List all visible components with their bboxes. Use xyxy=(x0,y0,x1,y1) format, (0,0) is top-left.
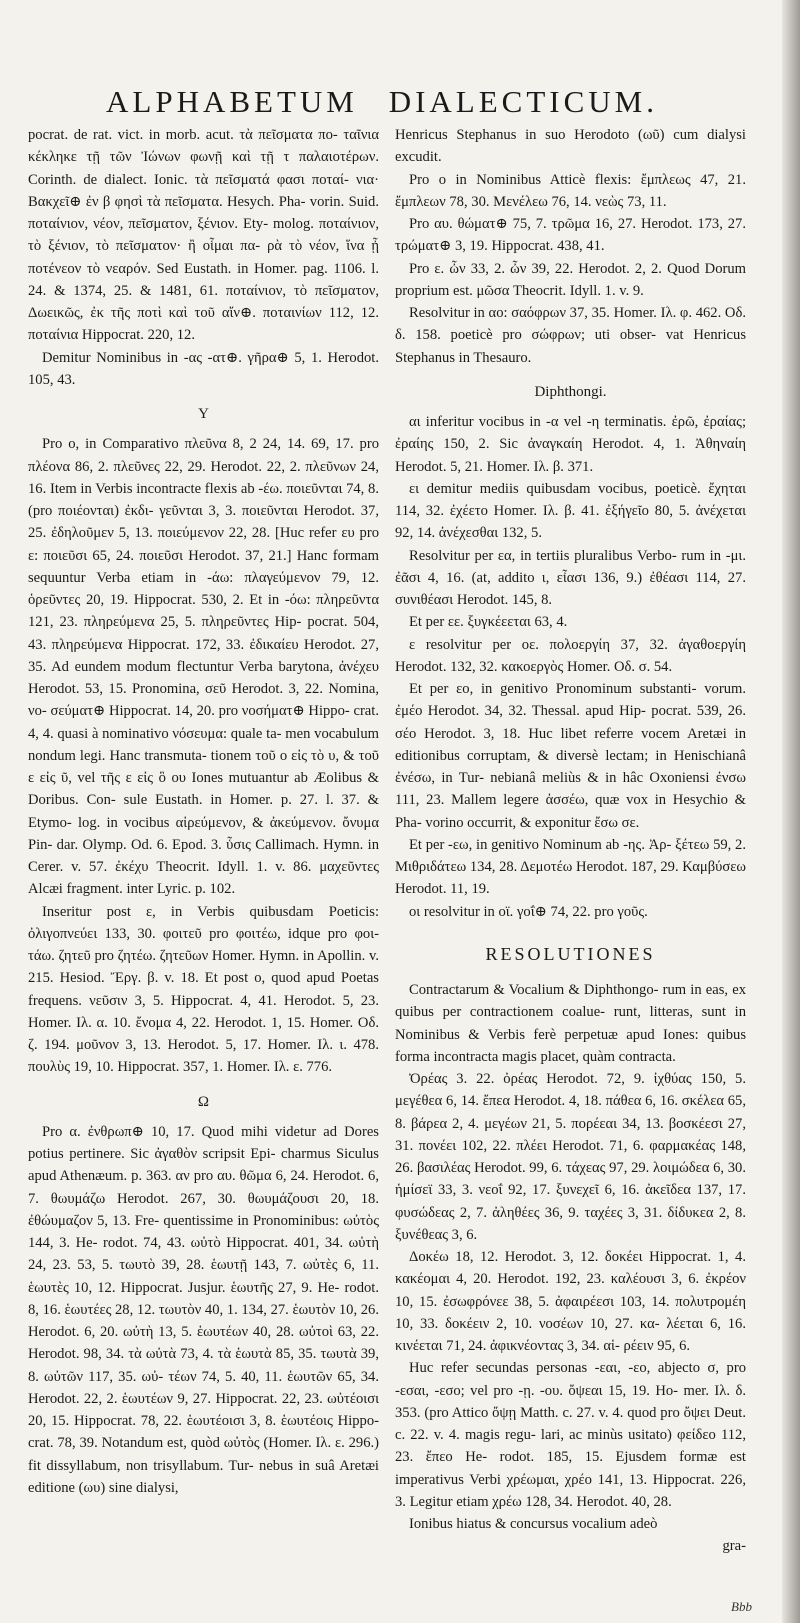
paragraph: Ὀρέας 3. 22. ὀρέας Herodot. 72, 9. ἰχθύας 150, 5. μεγέθεα 6, 14. ἔπεα Herodot. 4, 18. πάθεα 6, 16. σκέλεα 65, 8. βάρεα 2, 4. μεγέων 21, 5. πορέεαι 34, 13. βοσκέεσι 27, 31. πονέει 102, 22. πλέει Herodot. 71, 6. φαρμακέας 148, 26. βασιλέας Herodot. 99, 6. τάχεας 97, 29. λοιμώδεα 6, 30. ἡμίσεϊ 33, 3. νεοΐ 92, 17. ξυνεχεῖ 6, 16. ἀκεῖδεα 137, 17. φυσώδεας 2, 7. ἀληθέες 36, 9. ταχέες 3, 31. δίδυκεα 2, 8. ξυνέθεας 3, 6. xyxy=(395,1071,746,1243)
paragraph: pocrat. de rat. vict. in morb. acut. τὰ πεῖσματα πο- ταῖνια κέκληκε τῇ τῶν Ἰώνων φωνῇ καὶ τῇ τ παλαιοτέρων. Corinth. de dialect. Ionic. τὰ πεῖσματά φασι ποταί- νια· Βακχεῖ⊕ ἐν β φησὶ τὰ πεῖσματα. Hesych. Pha- vorin. Suid. ποταίνιον, νέον, πεῖσματον, ξένιον. Ety- molog. ποταίνιον, τὸ ξένιον, τὸ πεῖσματον· ἢ οἷμαι πα- ρὰ τὸ νέον, ἵνα ᾖ ποτένεον τὸ νεαρόν. Sed Eustath. in Homer. pag. 1106. l. 24. & 1374, 25. & 1481, 61. ποταίνιον, τὸ πεῖσματον, Δωεικῶς, ἐκ τῆς ποτὶ καὶ τοῦ αἴν⊕. ποταινίων 112, 12. ποταίνια Hippocrat. 220, 12. xyxy=(28,127,379,344)
paragraph: Pro ο, in Comparativo πλεῦνα 8, 2 24, 14. 69, 17. pro πλέονα 86, 2. πλεῦνες 22, 29. Herodot. 22, 2. πλεῦνων 24, 16. Item in Verbis incontracte flexis ab -έω. ποιεῦνται 74, 8. (pro ποιέονται) ἐκδι- γεῦνται 3, 3. ποιεῦνται Herodot. 37, 25. ἐδηλοῦμεν 5, 13. ποιεύμενον 22, 28. [Huc refer ευ pro ε: ποιεῦσι 65, 24. ποιεῦσι Herodot. 37, 21.] Hanc formam sequuntur Verba etiam in -άω: πλαγεύμενον 79, 12. ὁρεῦντες 20, 19. Hippocrat. 530, 2. Et in -όω: πληρεῦντα 121, 23. πληρεύμενα 25, 5. πληρεῦντες Hip- pocrat. 504, 43. πληρεύμενα Hippocrat. 172, 33. ἐδικαίευ Herodot. 27, 35. Ad eundem modum flectuntur Verba barytona, ἀνέχευ Herodot. 53, 15. Pronomina, σεῦ Herodot. 3, 22. Nomina, νο- σεύματ⊕ Hippocrat. 14, 20. pro νοσήματ⊕ Hippo- crat. 4, 4. quasi à nominativo νόσευμα: quale ta- men vocabulum nondum legi. Hanc transmuta- tionem τοῦ ο εἰς τὸ υ, & τοῦ ε εἰς ῦ, vel τῆς ε εἰς ὃ ου Iones mutuantur ab Æolibus & Doribus. Con- sule Eustath. in Homer. p. 27. l. 37. & Etymo- log. in vocibus αἰρεύμενον, & ἀκεύμενον. ὄνυμα Pin- dar. Olymp. Od. 6. Epod. 3. ὗσις Callimach. Hymn. in Cerer. v. 57. ἐκέχυ Theocrit. Idyll. 1. v. 86. μαχεῦντες Alcæi fragment. inter Lyric. p. 102. xyxy=(28,436,379,898)
running-header xyxy=(30,82,760,122)
paragraph: Et per εο, in genitivo Pronominum substanti- vorum. ἐμέο Herodot. 34, 32. Thessal. apud Hip- pocrat. 539, 26. σέο Herodot. 3, 18. Huc libet referre vocem Aretæi in editionibus corruptam, & diversè lectam; in Henischianâ ἐνέσω, in Tur- nebianâ meliùs & in hâc Oxoniensi ἐνσω 111, 23. Mallem legere ἀσσέω, quæ vox in Hesychio & Pha- vorino occurrit, & exponitur ἔσω σε. xyxy=(395,681,746,831)
section-heading: Ω xyxy=(197,1093,210,1110)
paragraph: Pro ε. ὦν 33, 2. ὦν 39, 22. Herodot. 2, 2. Quod Dorum proprium est. μῶσα Theocrit. Idyll. 1. v. 9. xyxy=(395,260,746,299)
paragraph: οι resolvitur in οϊ. γοΐ⊕ 74, 22. pro γοῦς. xyxy=(409,903,648,920)
section-heading: RESOLUTIONES xyxy=(485,943,656,964)
two-column-text xyxy=(28,124,760,1558)
section-heading: Υ xyxy=(198,406,209,422)
header-right-word: DIALECTICUM. xyxy=(388,84,658,119)
paragraph: ει demitur mediis quibusdam vocibus, poeticè. ἔχηται 114, 32. ἐχέετο Homer. Ιλ. β. 41. ἐξήγεῖο 80, 5. ἀνέχεται 92, 14. ἀνέχεσθαι 132, 5. xyxy=(395,480,746,542)
paragraph: Huc refer secundas personas -εαι, -εο, abjecto σ, pro -εσαι, -εσο; vel pro -ῃ. -ου. ὄψεαι 15, 19. Ho- mer. Ιλ. δ. 353. (pro Attico ὄψῃ Matth. c. 27. v. 4. quod pro ὄψει Deut. c. 22. v. 4. magis regu- lari, ac minùs usitato) φείδεο 112, 23. ἔπεο He- rodot. 185, 15. Ejusdem formæ est imperativus Verbi χρέωμαι, χρέο 141, 13. Hippocrat. 226, 3. Legitur etiam χρέω 128, 34. Herodot. 40, 28. xyxy=(395,1360,746,1510)
paragraph: Pro α. ἐνθρωπ⊕ 10, 17. Quod mihi videtur ad Dores potius pertinere. Sic ἀγαθὸν scripsit Epi- charmus Siculus apud Athenæum. p. 363. αν pro αυ. θῶμα 6, 24. Herodot. 6, 7. θωυμάζω Herodot. 267, 30. θωυμάζουσι 20, 18. ἐθώυμαζον 5, 13. Fre- quentissime in Pronominibus: ωὐτὸς 144, 3. He- rodot. 74, 43. ωὐτὸ Hippocrat. 401, 34. ωὐτὴ 24, 23. 53, 5. τωυτὸ 39, 28. ἑωυτῇ 143, 7. ωὐτὲς 6, 11. ἑωυτὲς 10, 12. Hippocrat. Jusjur. ἑωυτῆς 27, 9. He- rodot. 8, 16. ἑωυτέες 28, 12. τωυτὸν 40, 1. 134, 27. ἑωυτὸν 10, 26. Herodot. 6, 20. ωὐτὴ 13, 5. ἑωυτέων 40, 28. ωὐτοὶ 63, 22. Herodot. 98, 34. τὰ ωὐτὰ 73, 4. τὰ ἑωυτὰ 85, 35. τωυτὰ 39, 8. ωὐτῶν 117, 35. ωὐ- τέων 74, 5. 40, 11. ἑωυτῶν 65, 34. Herodot. 22, 2. ἑωυτέων 9, 27. Hippocrat. 22, 23. ωὐτέοισι 20, 15. Hippocrat. 78, 22. ἑωυτέοισι 3, 8. ἑωυτέοις Hippo- crat. 78, 39. Notandum est, quòd ωὐτὸς (Homer. Ιλ. ε. 296.) fit dissyllabum, non trisyllabum. Tur- nebus in suâ Aretæi editione (ωυ) sine dialysi, xyxy=(28,1123,379,1496)
page-gutter-shadow xyxy=(782,0,800,1623)
paragraph: Resolvitur in αο: σαόφρων 37, 35. Homer. Ιλ. φ. 462. Οδ. δ. 158. poeticè pro σώφρων; uti obser- vat Henricus Stephanus in Thesauro. xyxy=(395,305,746,366)
paragraph: Inseritur post ε, in Verbis quibusdam Poeticis: ὀλιγοπνεύει 133, 30. φοιτεῦ pro φοιτέω, idque pro φοι- τάω. ζητεῦ pro ζητέω. ζητεῦων Homer. Hymn. in Apollin. v. 215. Hesiod. Ἔργ. β. v. 18. Et post ο, quod apud Poetas frequens. νεῦσιν 3, 5. Hippocrat. 4, 41. Herodot. 5, 23. Homer. Ιλ. α. 10. ἔνομα 4, 22. Herodot. 1, 15. Homer. Οδ. ζ. 194. μοῦνον 3, 13. Herodot. 5, 17. Homer. Ιλ. ι. 478. πουλὺς 19, 10. Hippocrat. 357, 1. Homer. Ιλ. ε. 776. xyxy=(28,903,379,1076)
paragraph: Pro αυ. θώματ⊕ 75, 7. τρῶμα 16, 27. Herodot. 173, 27. τρώματ⊕ 3, 19. Hippocrat. 438, 41. xyxy=(395,216,746,255)
paragraph: Et per εε. ξυγκέεεται 63, 4. xyxy=(409,614,568,631)
left-column xyxy=(28,124,379,1558)
section-heading: Diphthongi. xyxy=(534,383,607,400)
paragraph: Δοκέω 18, 12. Herodot. 3, 12. δοκέει Hippocrat. 1, 4. κακέομαι 4, 20. Herodot. 192, 23. καλέουσι 3, 6. ἐκρέον 10, 15. ἐσωφρόνεε 38, 5. ἀφαιρέεσι 103, 14. πολυτρομέη 10, 33. δοκέειν 2, 10. νοσέων 10, 27. κα- λέεται 6, 16. κινέεται 71, 24. ἀφικνέοντας 3, 34. αἱ- ρέειν 95, 6. xyxy=(395,1249,746,1354)
paragraph: Henricus Stephanus in suo Herodoto (ωῦ) cum dialysi excudit. xyxy=(395,127,746,166)
signature-mark: Bbb xyxy=(731,1599,752,1614)
paragraph: ε resolvitur per οε. πολοεργίη 37, 32. ἀγαθοεργίη Herodot. 132, 32. κακοεργὸς Homer. Οδ. σ. 54. xyxy=(395,636,746,675)
paragraph: Contractarum & Vocalium & Diphthongo- rum in eas, ex quibus per contractionem coalue- runt, litteras, sunt in Nominibus & Verbis ferè perpetuæ apud Iones: quibus forma incontracta magis placet, quàm contracta. xyxy=(395,982,746,1065)
paragraph: Ionibus hiatus & concursus vocalium adeò xyxy=(409,1516,658,1532)
paragraph: Et per -εω, in genitivo Nominum ab -ης. Ἀρ- ξέτεω 59, 2. Μιθριδάτεω 134, 28. Δεμοτέω Herodot. 187, 29. Καμβύσεω Herodot. 11, 19. xyxy=(395,836,746,898)
paragraph: αι inferitur vocibus in -α vel -η terminatis. ἐρῶ, ἐραίας; ἐραίης 150, 2. Sic ἀναγκαίη Herodot. 4, 1. Ἀθηναίη Herodot. 5, 21. Homer. Ιλ. β. 371. xyxy=(395,414,746,475)
catchword: gra- xyxy=(722,1538,746,1555)
right-column xyxy=(395,124,746,1558)
paragraph: Demitur Nominibus in -ας -ατ⊕. γῆρα⊕ 5, 1. Herodot. 105, 43. xyxy=(28,349,379,388)
paragraph: Resolvitur per εα, in tertiis pluralibus Verbo- rum in -μι. ἐᾶσι 4, 16. (at, addito ι, εἶασι 136, 9.) ἐθέασι 114, 27. συνιθέασι Herodot. 145, 8. xyxy=(395,547,746,608)
header-left-word: ALPHABETUM xyxy=(106,84,358,119)
paragraph: Pro ο in Nominibus Atticè flexis: ἔμπλεως 47, 21. ἔμπλεων 78, 30. Μενέλεω 76, 14. νεὼς 73, 11. xyxy=(395,171,746,210)
